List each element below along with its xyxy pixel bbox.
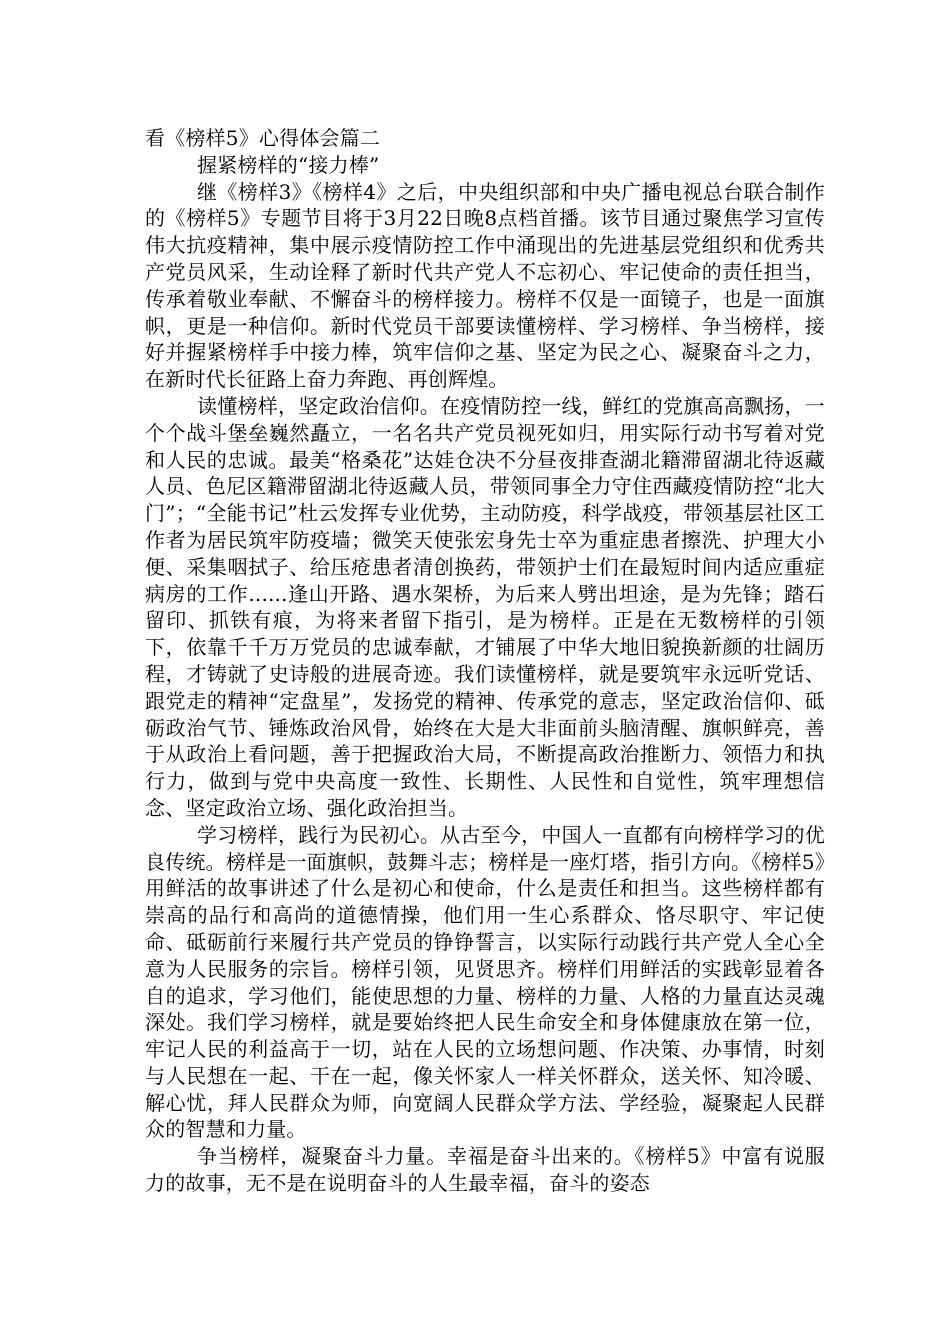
document-page — [145, 125, 825, 1197]
paragraph-become-role-models: 争当榜样，凝聚奋斗力量。幸福是奋斗出来的。《榜样5》中富有说服力的故事，无不是在说明奋斗的人生最幸福，奋斗的姿态 — [145, 1144, 825, 1196]
paragraph-learn-role-models: 学习榜样，践行为民初心。从古至今，中国人一直都有向榜样学习的优良传统。榜样是一面旗帜，鼓舞斗志；榜样是一座灯塔，指引方向。《榜样5》用鲜活的故事讲述了什么是初心和使命，什么是责任和担当。这些榜样都有崇高的品行和高尚的道德情操，他们用一生心系群众、恪尽职守、牢记使命、砥砺前行来履行共产党员的铮铮誓言，以实际行动践行共产党人全心全意为人民服务的宗旨。榜样引领，见贤思齐。榜样们用鲜活的实践彰显着各自的追求，学习他们，能使思想的力量、榜样的力量、人格的力量直达灵魂深处。我们学习榜样，就是要始终把人民生命安全和身体健康放在第一位，牢记人民的利益高于一切，站在人民的立场想问题、作决策、办事情，时刻与人民想在一起、干在一起，像关怀家人一样关怀群众，送关怀、知冷暖、解心忧，拜人民群众为师，向宽阔人民群众学方法、学经验，凝聚起人民群众的智慧和力量。 — [145, 822, 825, 1142]
paragraph-intro: 继《榜样3》《榜样4》之后，中央组织部和中央广播电视总台联合制作的《榜样5》专题节目将于3月22日晚8点档首播。该节目通过聚焦学习宣传伟大抗疫精神，集中展示疫情防控工作中涌现出的先进基层党组织和优秀共产党员风采，生动诠释了新时代共产党人不忘初心、牢记使命的责任担当，传承着敬业奉献、不懈奋斗的榜样接力。榜样不仅是一面镜子，也是一面旗帜，更是一种信仰。新时代党员干部要读懂榜样、学习榜样、争当榜样，接好并握紧榜样手中接力棒，筑牢信仰之基、坚定为民之心、凝聚奋斗之力，在新时代长征路上奋力奔跑、再创辉煌。 — [145, 179, 825, 392]
document-subtitle: 握紧榜样的“接力棒” — [197, 152, 380, 177]
paragraph-read-role-models: 读懂榜样，坚定政治信仰。在疫情防控一线，鲜红的党旗高高飘扬，一个个战斗堡垒巍然矗立，一名名共产党员视死如归，用实际行动书写着对党和人民的忠诚。最美“格桑花”达娃仓决不分昼夜排查湖北籍滞留湖北待返藏人员、色尼区籍滞留湖北待返藏人员，带领同事全力守住西藏疫情防控“北大门”；“全能书记”杜云发挥专业优势，主动防疫，科学战疫，带领基层社区工作者为居民筑牢防疫墙；微笑天使张宏身先士卒为重症患者擦洗、护理大小便、采集咽拭子、给压疮患者清创换药，带领护士们在最短时间内适应重症病房的工作......逢山开路、遇水架桥，为后来人劈出坦途，是为先锋；踏石留印、抓铁有痕，为将来者留下指引，是为榜样。正是在无数榜样的引领下，依靠千千万万党员的忠诚奉献，才铺展了中华大地旧貌换新颜的壮阔历程，才铸就了史诗般的进展奇迹。我们读懂榜样，就是要筑牢永远听党话、跟党走的精神“定盘星”，发扬党的精神、传承党的意志，坚定政治信仰、砥砺政治气节、锤炼政治风骨，始终在大是大非面前头脑清醒、旗帜鲜亮，善于从政治上看问题，善于把握政治大局，不断提高政治推断力、领悟力和执行力，做到与党中央高度一致性、长期性、人民性和自觉性，筑牢理想信念、坚定政治立场、强化政治担当。 — [145, 393, 825, 820]
document-title: 看《榜样5》心得体会篇二 — [145, 126, 381, 150]
